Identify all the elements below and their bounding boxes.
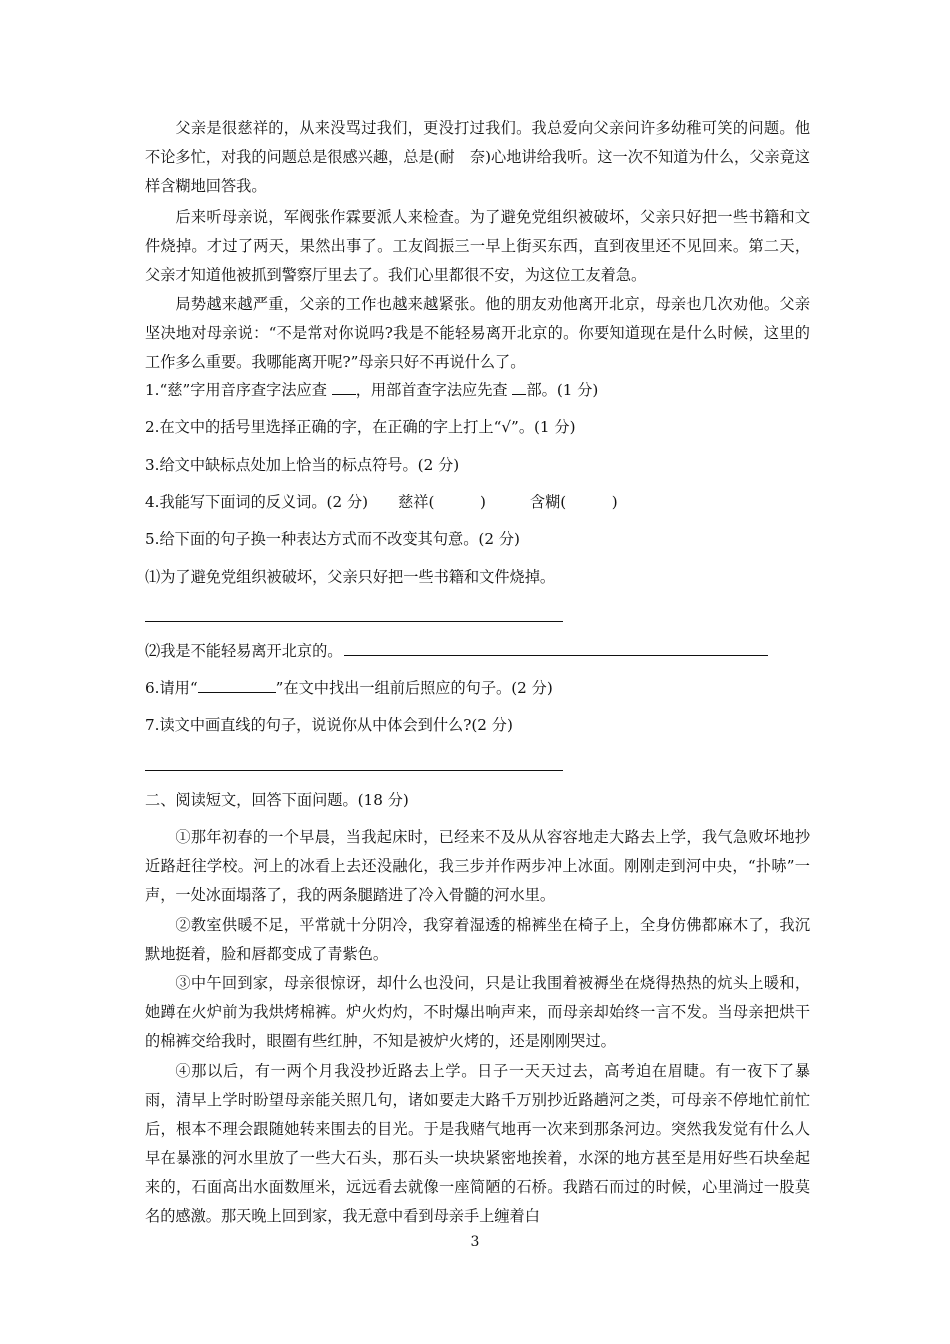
passage1-paragraph-2: 后来听母亲说，军阀张作霖要派人来检查。为了避免党组织被破坏，父亲只好把一些书籍和文件烧掉。才过了两天，果然出事了。工友阎振三一早上街买东西，直到夜里还不见回来。第二天，父亲才知道他被抓到警察厅里去了。我们心里都很不安，为这位工友着急。 <box>145 208 810 284</box>
question-1-text-a: 1.“慈”字用音序查字法应查 <box>145 381 332 399</box>
antonym-item-hanhu[interactable]: 含糊( ) <box>529 493 618 511</box>
question-5-sentence-2-text: ⑵我是不能轻易离开北京的。 <box>145 642 343 660</box>
question-2: 2.在文中的括号里选择正确的字，在正确的字上打上“√”。(1 分) <box>145 418 576 436</box>
question-1 <box>145 376 810 405</box>
section-2-paragraph-4: ④那以后，有一两个月我没抄近路去上学。日子一天天过去，高考迫在眉睫。有一夜下了暴雨，清早上学时盼望母亲能关照几句，诸如要走大路千万别抄近路趟河之类，可母亲不停地忙前忙后，根本不理会跟随她转来围去的目光。于是我赌气地再一次来到那条河边。突然我发觉有什么人早在暴涨的河水里放了一些大石头，那石头一块块紧密地挨着，水深的地方甚至是用好些石块垒起来的，石面高出水面数厘米，远远看去就像一座简陋的石桥。我踏石而过的时候，心里淌过一股莫名的感激。那天晚上回到家，我无意中看到母亲手上缠着白 <box>145 1062 810 1225</box>
question-5: 5.给下面的句子换一种表达方式而不改变其句意。(2 分) <box>145 530 520 548</box>
answer-line[interactable] <box>145 621 563 622</box>
passage1-paragraph-3: 局势越来越严重，父亲的工作也越来越紧张。他的朋友劝他离开北京，母亲也几次劝他。父亲坚决地对母亲说：“不是常对你说吗?我是不能轻易离开北京的。你要知道现在是什么时候，这里的工作多么重要。我哪能离开呢?”母亲只好不再说什么了。 <box>145 295 810 371</box>
section-2-paragraph-2: ②教室供暖不足，平常就十分阴冷，我穿着湿透的棉裤坐在椅子上，全身仿佛都麻木了，我沉默地挺着，脸和唇都变成了青紫色。 <box>145 916 810 963</box>
question-6-text-b: ”在文中找出一组前后照应的句子。(2 分) <box>275 679 553 697</box>
passage1-paragraph-1: 父亲是很慈祥的，从来没骂过我们，更没打过我们。我总爱向父亲问许多幼稚可笑的问题。他不论多忙，对我的问题总是很感兴趣，总是(耐 奈)心地讲给我听。这一次不知道为什么，父亲竟这样含糊地回答我。 <box>145 119 810 195</box>
question-5-sentence-2 <box>145 637 810 666</box>
question-7: 7.读文中画直线的句子，说说你从中体会到什么?(2 分) <box>145 716 513 734</box>
page-number: 3 <box>470 1234 480 1250</box>
question-6 <box>145 674 810 703</box>
antonym-item-cixiang[interactable]: 慈祥( ) <box>398 493 486 511</box>
answer-blank[interactable] <box>512 379 526 395</box>
question-1-text-c: 部。(1 分) <box>526 381 599 399</box>
question-4-prompt: 4.我能写下面词的反义词。(2 分) <box>145 493 369 511</box>
section-2-paragraph-3: ③中午回到家，母亲很惊讶，却什么也没问，只是让我围着被褥坐在烧得热热的炕头上暖和，她蹲在火炉前为我烘烤棉裤。炉火灼灼，不时爆出响声来，而母亲却始终一言不发。当母亲把烘干的棉裤交给我时，眼圈有些红肿，不知是被炉火烤的，还是刚刚哭过。 <box>145 974 810 1050</box>
section-2-heading: 二、阅读短文，回答下面问题。(18 分) <box>145 791 409 809</box>
question-5-sentence-1: ⑴为了避免党组织被破坏，父亲只好把一些书籍和文件烧掉。 <box>145 568 556 586</box>
underline-sample <box>198 677 276 693</box>
question-4 <box>145 488 810 517</box>
question-1-text-b: ，用部首查字法应先查 <box>355 381 513 399</box>
question-6-text-a: 6.请用“ <box>145 679 198 697</box>
section-2-paragraph-1: ①那年初春的一个早晨，当我起床时，已经来不及从从容容地走大路去上学，我气急败坏地抄近路赶往学校。河上的冰看上去还没融化，我三步并作两步冲上冰面。刚刚走到河中央，“扑哧”一声，一处冰面塌落了，我的两条腿踏进了冷入骨髓的河水里。 <box>145 828 810 904</box>
answer-line[interactable] <box>145 770 563 771</box>
answer-line[interactable] <box>344 639 768 656</box>
question-3: 3.给文中缺标点处加上恰当的标点符号。(2 分) <box>145 456 460 474</box>
answer-blank[interactable] <box>332 379 356 395</box>
